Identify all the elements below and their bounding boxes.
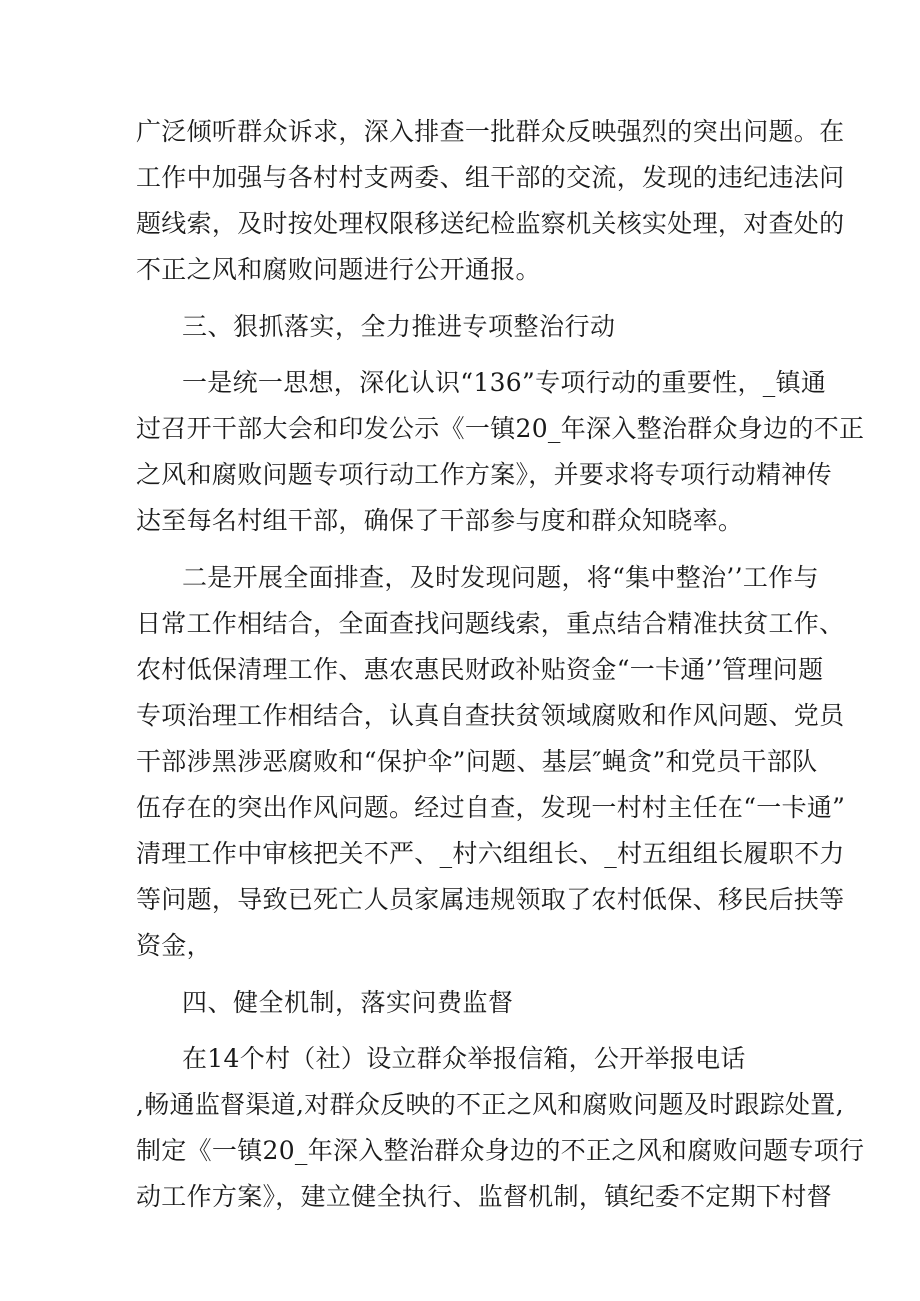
- paragraph-line: 专项治理工作相结合，认真自查扶贫领域腐败和作风问题、党员: [136, 701, 845, 730]
- paragraph-line: 伍存在的突出作风问题。经过自查，发现一村村主任在“一卡通”: [136, 793, 846, 822]
- paragraph-line: 之风和腐败问题专项行动工作方案》，并要求将专项行动精神传: [136, 460, 832, 489]
- paragraph-line: 清理工作中审核把关不严、_村六组组长、_村五组组长履职不力: [136, 839, 845, 868]
- paragraph-line: 干部涉黑涉恶腐败和“保护伞”问题、基层″蝇贪”和党员干部队: [136, 747, 818, 776]
- paragraph-line: 一是统一思想，深化认识“136”专项行动的重要性，_镇通: [182, 368, 827, 397]
- paragraph-line: 过召开干部大会和印发公示《一镇20_年深入整治群众身边的不正: [136, 414, 865, 443]
- paragraph-line: 资金，: [136, 931, 212, 960]
- paragraph-line: 不正之风和腐败问题进行公开通报。: [136, 255, 541, 284]
- paragraph-line: 题线索，及时按处理权限移送纪检监察机关核实处理，对查处的: [136, 209, 845, 238]
- paragraph-line: 动工作方案》，建立健全执行、监督机制，镇纪委不定期下村督: [136, 1182, 832, 1211]
- paragraph-line: ,畅通监督渠道,对群众反映的不正之风和腐败问题及时跟踪处置,: [136, 1090, 844, 1119]
- section-heading: 三、狠抓落实，全力推进专项整治行动: [182, 312, 616, 341]
- paragraph-line: 工作中加强与各村村支两委、组干部的交流，发现的违纪违法问: [136, 163, 845, 192]
- section-heading: 四、健全机制，落实问费监督: [182, 988, 514, 1017]
- paragraph-line: 等问题，导致已死亡人员家属违规领取了农村低保、移民后扶等: [136, 885, 845, 914]
- paragraph-line: 制定《一镇20_年深入整治群众身边的不正之风和腐败问题专项行: [136, 1136, 865, 1165]
- paragraph-line: 广泛倾听群众诉求，深入排查一批群众反映强烈的突出问题。在: [136, 117, 845, 146]
- paragraph-line: 在14个村（社）设立群众举报信箱，公开举报电话: [182, 1044, 746, 1073]
- paragraph-line: 农村低保清理工作、惠农惠民财政补贴资金“一卡通’’管理问题: [136, 655, 824, 684]
- paragraph-line: 日常工作相结合，全面查找问题线索，重点结合精准扶贫工作、: [136, 609, 845, 638]
- paragraph-line: 达至每名村组干部，确保了干部参与度和群众知晓率。: [136, 506, 744, 535]
- paragraph-line: 二是开展全面排查，及时发现问题，将“集中整治’’工作与: [182, 563, 819, 592]
